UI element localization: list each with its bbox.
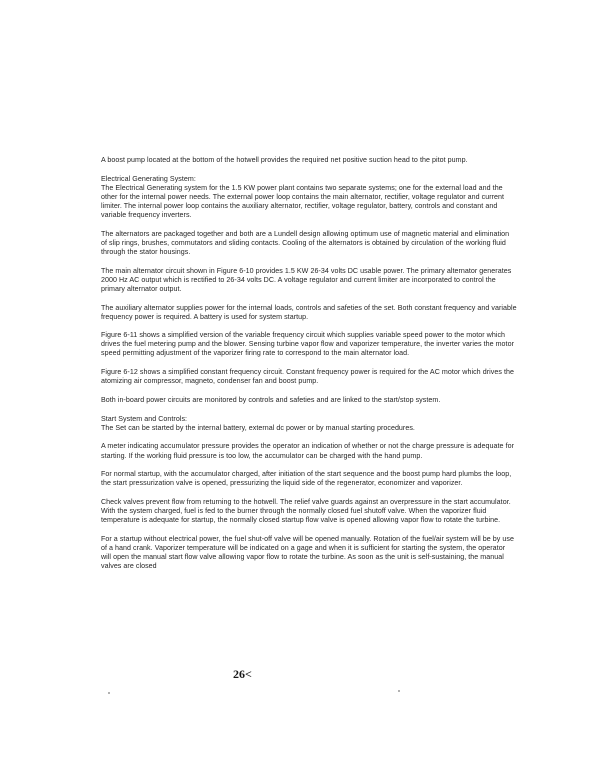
- scan-speck: [398, 690, 400, 692]
- heading-start-system: Start System and Controls:: [101, 414, 188, 423]
- paragraph-electrical-systems: The Electrical Generating system for the 1.5 KW power plant contains two separate systems; one for the external load and the other for the internal power needs. The external power loop contains the main alternator, rectifier, voltage regulator and current limiter. The internal power loop contains the auxiliary alternator, rectifier, voltage regulator, battery, controls and constant and variable frequency inverters.: [101, 183, 505, 220]
- paragraph-starting-methods: The Set can be started by the internal battery, external dc power or by manual starting procedures.: [101, 423, 415, 432]
- page-number-value: 26: [233, 667, 245, 681]
- paragraph-variable-frequency: Figure 6-11 shows a simplified version of the variable frequency circuit which supplies variable speed power to the motor which drives the fuel metering pump and the blower. Sensing turbine vapor flow and vaporizer temperature, the inverter varies the motor speed permitting adjustment of the vaporizer firing rate to correspond to the main alternator load.: [101, 331, 514, 358]
- paragraph-accumulator-meter: A meter indicating accumulator pressure provides the operator an indication of whether or not the charge pressure is adequate for starting. If the working fluid pressure is too low, the accumulator can be charged with the hand pump.: [101, 442, 514, 460]
- paragraph-normal-startup: For normal startup, with the accumulator charged, after initiation of the start sequence and the boost pump hard plumbs the loop, the start pressurization valve is opened, pressurizing the liquid side of the regenerator, economizer and vaporizer.: [101, 470, 512, 488]
- paragraph-constant-frequency: Figure 6-12 shows a simplified constant frequency circuit. Constant frequency power is required for the AC motor which drives the atomizing air compressor, magneto, condenser fan and boost pump.: [101, 368, 514, 386]
- paragraph-boost-pump: A boost pump located at the bottom of the hotwell provides the required net positive suction head to the pitot pump.: [101, 156, 468, 164]
- paragraph-manual-startup: For a startup without electrical power, the fuel shut-off valve will be opened manually. Rotation of the fuel/air system will be by use of a hand crank. Vaporizer temperature will be indicated on a gage and when it is sufficient for starting the system, the operator will open the manual start flow valve allowing vapor flow to rotate the turbine. As soon as the unit is self-sustaining, the manual valves are closed: [101, 534, 515, 571]
- heading-electrical-generating-system: Electrical Generating System:: [101, 174, 196, 183]
- page-number: [233, 667, 252, 682]
- document-body: [101, 156, 517, 571]
- paragraph-inboard-circuits: Both in-board power circuits are monitored by controls and safeties and are linked to the start/stop system.: [101, 395, 441, 404]
- paragraph-main-alternator: The main alternator circuit shown in Figure 6-10 provides 1.5 KW 26-34 volts DC usable power. The primary alternator generates 2000 Hz AC output which is rectified to 26-34 volts DC. A voltage regulator and current limiter are incorporated to control the primary alternator output.: [101, 266, 512, 293]
- paragraph-auxiliary-alternator: The auxiliary alternator supplies power for the internal loads, controls and safeties of the set. Both constant frequency and variable frequency power is required. A battery is used for system startup.: [101, 303, 517, 321]
- paragraph-alternators: The alternators are packaged together and both are a Lundell design allowing optimum use of magnetic material and elimination of slip rings, brushes, commutators and sliding contacts. Cooling of the alternators is obtained by circulation of the working fluid through the stator housings.: [101, 229, 510, 256]
- paragraph-check-valves: Check valves prevent flow from returning to the hotwell. The relief valve guards against an overpressure in the start accumulator. With the system charged, fuel is fed to the burner through the normally closed fuel shutoff valve. When the vaporizer fluid temperature is adequate for startup, the normally closed startup flow valve is opened allowing vapor flow to rotate the turbine.: [101, 497, 511, 525]
- scan-speck: [108, 692, 110, 694]
- page-number-mark: <: [245, 667, 252, 681]
